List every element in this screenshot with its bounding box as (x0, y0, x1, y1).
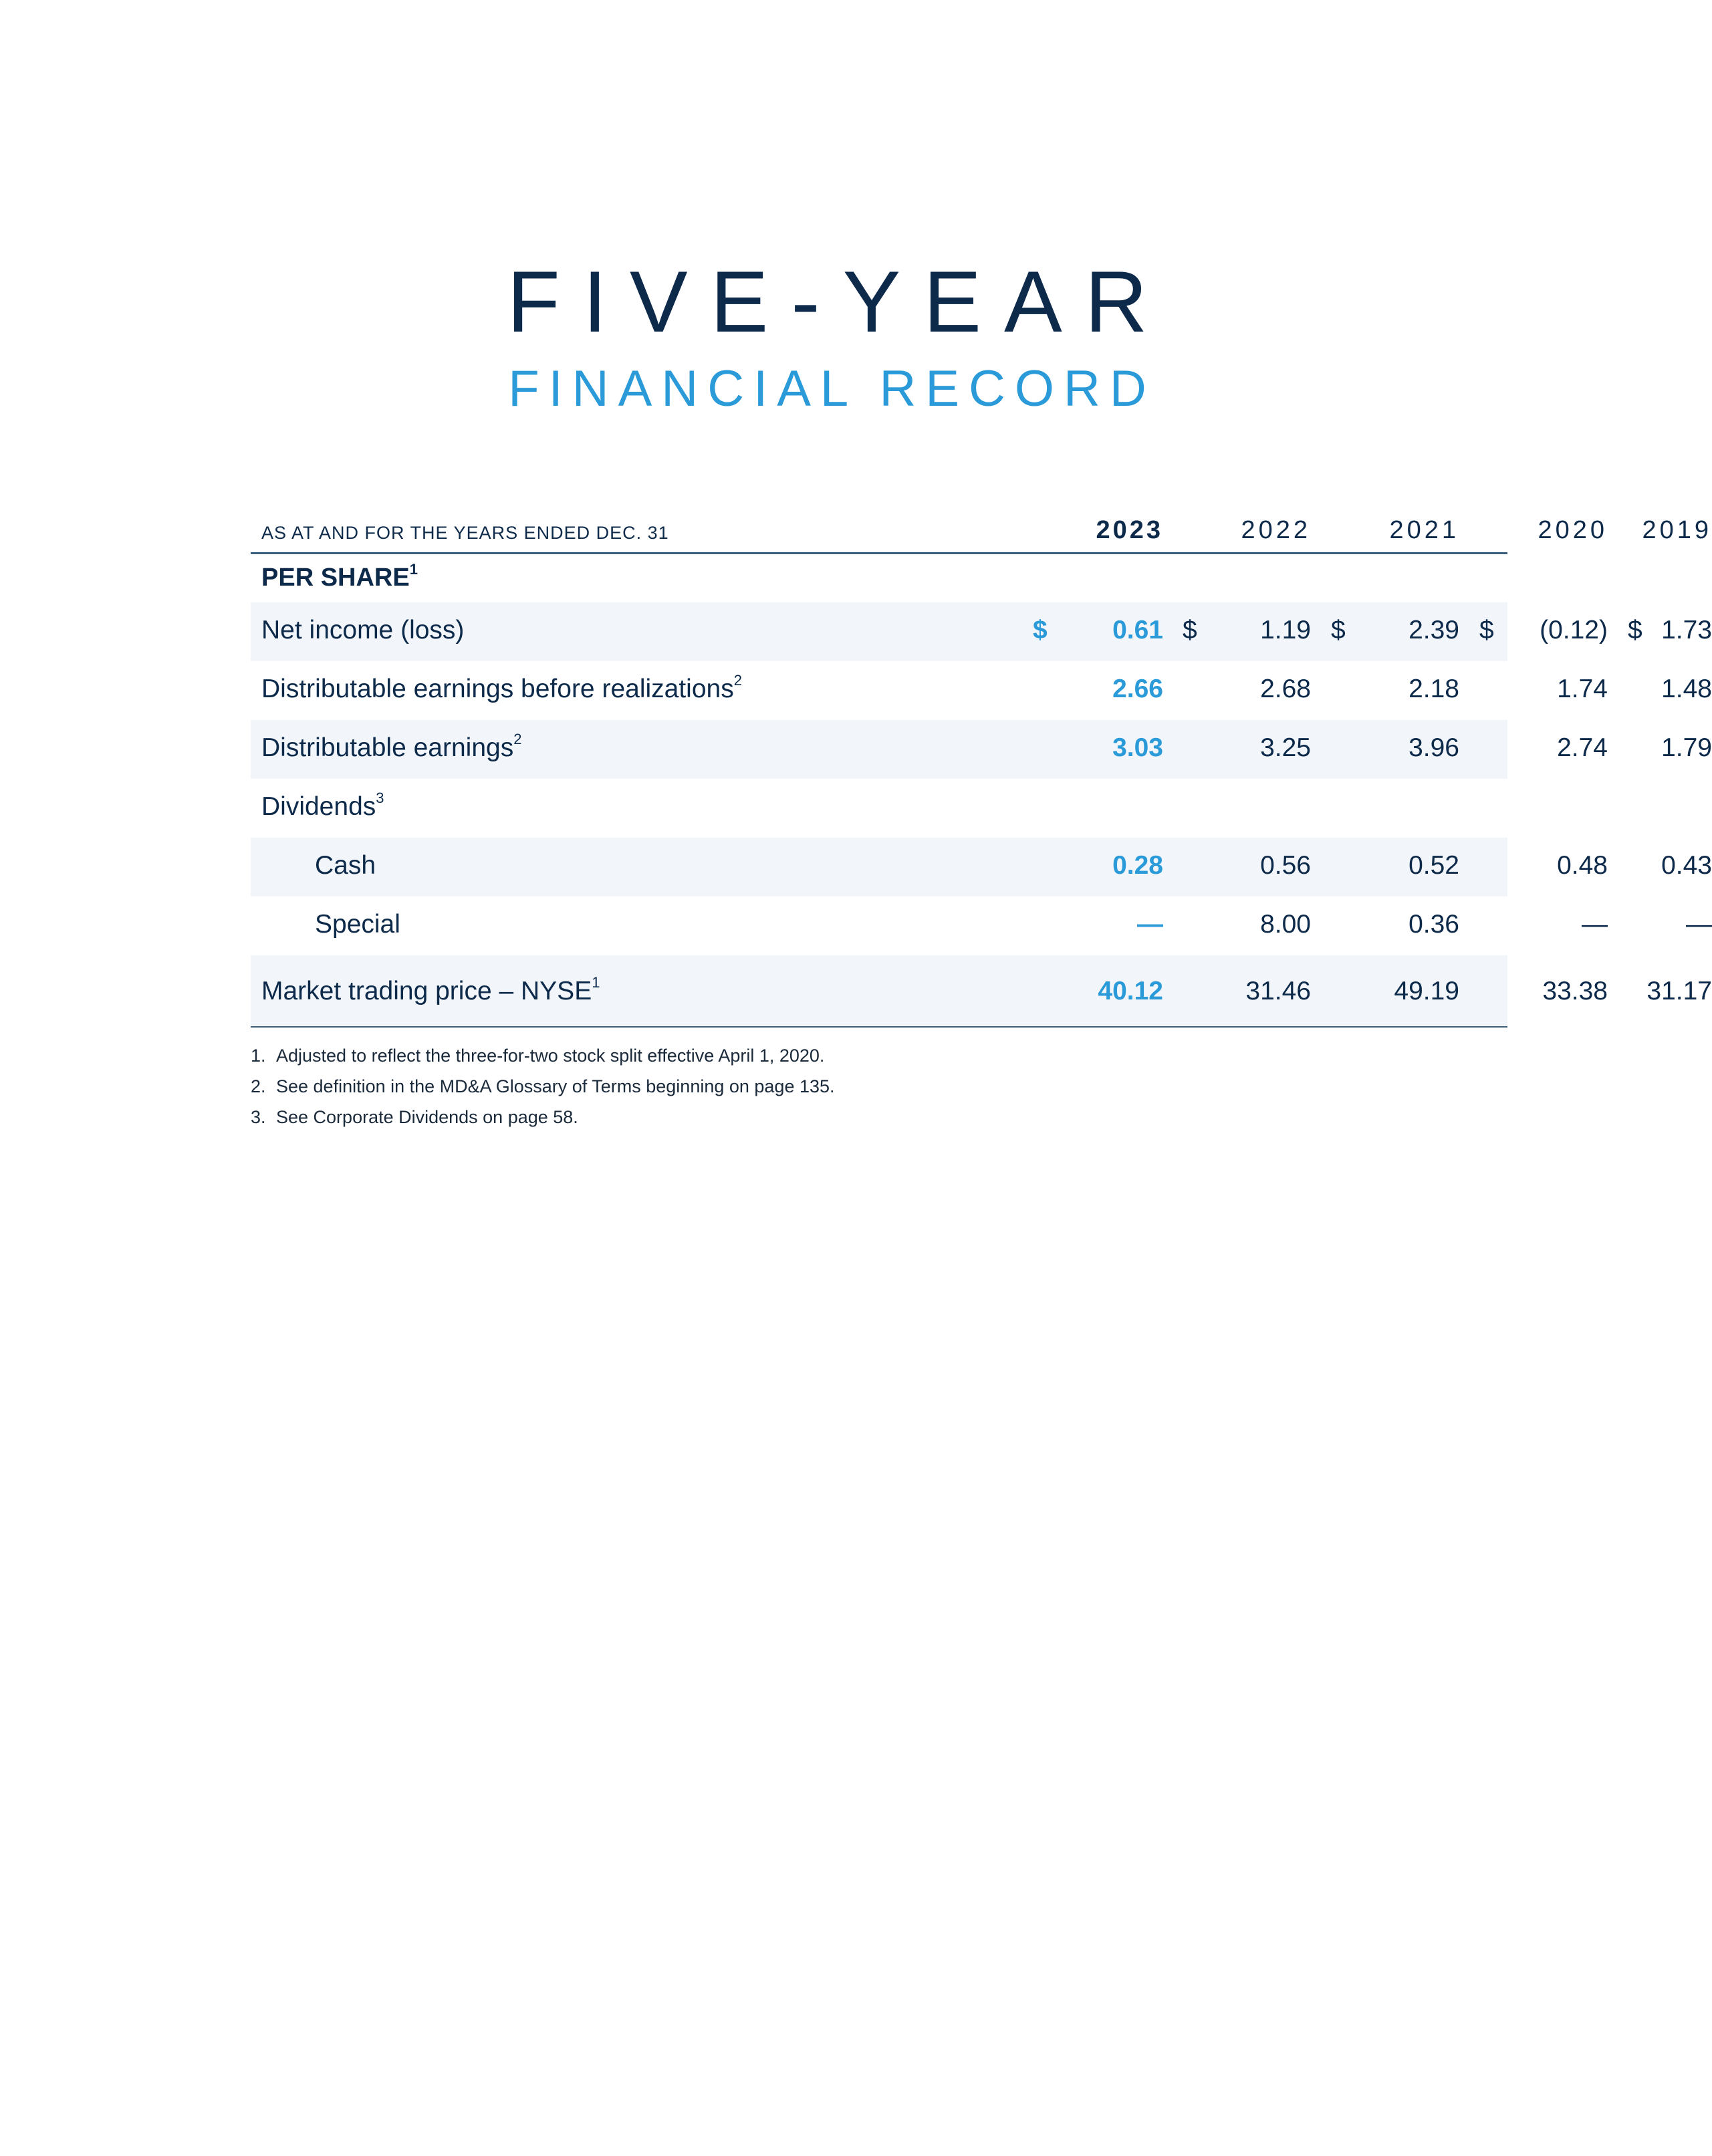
cell-2019: 31.17 (1646, 977, 1712, 1005)
cell-2020: — (1582, 910, 1608, 939)
footnote-ref: 3 (376, 790, 384, 806)
table-row-dividends (251, 779, 1507, 838)
footnote-2: 2. See definition in the MD&A Glossary of Terms beginning on page 135. (251, 1076, 835, 1096)
page-subtitle: FINANCIAL RECORD (508, 360, 1156, 417)
table-header (251, 508, 1712, 554)
cell-2020: 2.74 (1557, 733, 1608, 762)
table-row-distributable-earnings (251, 720, 1712, 779)
cell-2020: (0.12) (1540, 616, 1608, 644)
cell-2020: 33.38 (1542, 977, 1608, 1005)
table-row-market-price (251, 955, 1712, 1028)
cell-2022: 31.46 (1245, 977, 1311, 1005)
cell-2023: 40.12 (1098, 977, 1163, 1005)
cell-2019: 1.48 (1661, 675, 1712, 703)
cell-2019: — (1686, 910, 1712, 939)
table-row-de-before-realizations (251, 661, 1712, 720)
table-row-cash (251, 838, 1712, 896)
row-label: Dividends$^3$ (261, 790, 384, 821)
currency-symbol: $ (1331, 616, 1346, 644)
footnote-ref: 1 (409, 561, 418, 578)
cell-2022: 8.00 (1260, 910, 1311, 939)
currency-symbol: $ (1479, 616, 1494, 644)
cell-2021: 0.36 (1409, 910, 1459, 939)
section-per-share (251, 554, 1507, 602)
cell-2023: 0.28 (1112, 851, 1163, 880)
financial-table (251, 508, 1712, 1028)
cell-2019: 1.79 (1661, 733, 1712, 762)
header-label: AS AT AND FOR THE YEARS ENDED DEC. 31 (261, 523, 669, 543)
row-label: Special (315, 910, 400, 939)
cell-2022: 0.56 (1260, 851, 1311, 880)
currency-symbol: $ (1183, 616, 1197, 644)
cell-2022: 3.25 (1260, 733, 1311, 762)
cell-2021: 3.96 (1409, 733, 1459, 762)
row-label: Cash (315, 851, 376, 880)
cell-2020: 1.74 (1557, 675, 1608, 703)
footnote-ref: 2 (733, 672, 742, 689)
table-row-special (251, 896, 1712, 955)
footnote-1: 1. Adjusted to reflect the three-for-two stock split effective April 1, 2020. (251, 1046, 825, 1066)
cell-2022: 2.68 (1260, 675, 1311, 703)
cell-2019: 1.73 (1661, 616, 1712, 644)
section-label: PER SHARE$^1$ (261, 561, 418, 592)
cell-2021: 49.19 (1394, 977, 1459, 1005)
cell-2022: 1.19 (1260, 616, 1311, 644)
page-title: FIVE-YEAR (507, 253, 1171, 350)
year-2019: 2019 (1642, 516, 1712, 544)
currency-symbol: $ (1033, 616, 1048, 644)
row-label: Net income (loss) (261, 616, 465, 644)
year-2022: 2022 (1241, 516, 1311, 544)
cell-2023: — (1137, 910, 1163, 939)
row-label: Distributable earnings$^2$ (261, 731, 522, 762)
currency-symbol: $ (1628, 616, 1642, 644)
table-row-net-income (251, 602, 1712, 661)
cell-2021: 0.52 (1409, 851, 1459, 880)
year-2021: 2021 (1389, 516, 1459, 544)
cell-2023: 3.03 (1112, 733, 1163, 762)
footnotes (251, 1040, 835, 1132)
footnote-ref: 2 (513, 731, 522, 747)
footnote-3: 3. See Corporate Dividends on page 58. (251, 1107, 578, 1127)
cell-2023: 0.61 (1112, 616, 1163, 644)
cell-2021: 2.18 (1409, 675, 1459, 703)
cell-2023: 2.66 (1112, 675, 1163, 703)
year-2023: 2023 (1096, 516, 1163, 544)
cell-2021: 2.39 (1409, 616, 1459, 644)
cell-2020: 0.48 (1557, 851, 1608, 880)
row-label: Market trading price – NYSE$^1$ (261, 974, 600, 1005)
year-2020: 2020 (1538, 516, 1608, 544)
cell-2019: 0.43 (1661, 851, 1712, 880)
footnote-ref: 1 (592, 974, 600, 991)
row-label: Distributable earnings before realizations$^2$ (261, 672, 742, 703)
